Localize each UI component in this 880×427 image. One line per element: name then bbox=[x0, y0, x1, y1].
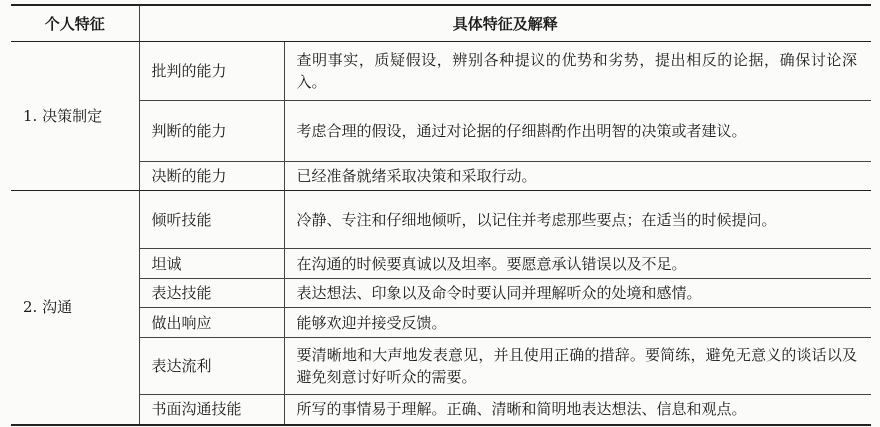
category-decision-making: 1. 决策制定 bbox=[11, 42, 139, 191]
feature-name: 批判的能力 bbox=[139, 42, 284, 101]
feature-description: 查明事实，质疑假设，辨别各种提议的优势和劣势，提出相反的论据，确保讨论深入。 bbox=[284, 42, 871, 101]
column-header-personal-characteristics: 个人特征 bbox=[11, 5, 139, 42]
feature-name: 表达技能 bbox=[139, 279, 284, 308]
feature-description: 在沟通的时候要真诚以及坦率。要愿意承认错误以及不足。 bbox=[284, 249, 871, 279]
table-row bbox=[11, 191, 871, 249]
feature-description: 已经准备就绪采取决策和采取行动。 bbox=[284, 162, 871, 191]
feature-name: 书面沟通技能 bbox=[139, 395, 284, 425]
feature-name: 坦诚 bbox=[139, 249, 284, 279]
feature-name: 决断的能力 bbox=[139, 162, 284, 191]
feature-description: 考虑合理的假设，通过对论据的仔细斟酌作出明智的决策或者建议。 bbox=[284, 101, 871, 162]
table-row bbox=[11, 279, 871, 308]
table-row bbox=[11, 308, 871, 338]
feature-description: 冷静、专注和仔细地倾听，以记住并考虑那些要点；在适当的时候提问。 bbox=[284, 191, 871, 249]
feature-name: 做出响应 bbox=[139, 308, 284, 338]
feature-description: 能够欢迎并接受反馈。 bbox=[284, 308, 871, 338]
table-row bbox=[11, 395, 871, 425]
feature-description: 所写的事情易于理解。正确、清晰和简明地表达想法、信息和观点。 bbox=[284, 395, 871, 425]
category-communication: 2. 沟通 bbox=[11, 191, 139, 425]
table-row bbox=[11, 162, 871, 191]
characteristics-table bbox=[11, 4, 871, 426]
feature-name: 倾听技能 bbox=[139, 191, 284, 249]
feature-description: 表达想法、印象以及命令时要认同并理解听众的处境和感情。 bbox=[284, 279, 871, 308]
feature-description: 要清晰地和大声地发表意见，并且使用正确的措辞。要简练，避免无意义的谈话以及避免刻意讨好听众的需要。 bbox=[284, 338, 871, 395]
table-row bbox=[11, 249, 871, 279]
table-row bbox=[11, 42, 871, 101]
feature-name: 表达流利 bbox=[139, 338, 284, 395]
table-header-row bbox=[11, 5, 871, 42]
feature-name: 判断的能力 bbox=[139, 101, 284, 162]
table-row bbox=[11, 101, 871, 162]
column-header-specific-features: 具体特征及解释 bbox=[139, 5, 871, 42]
table-row bbox=[11, 338, 871, 395]
